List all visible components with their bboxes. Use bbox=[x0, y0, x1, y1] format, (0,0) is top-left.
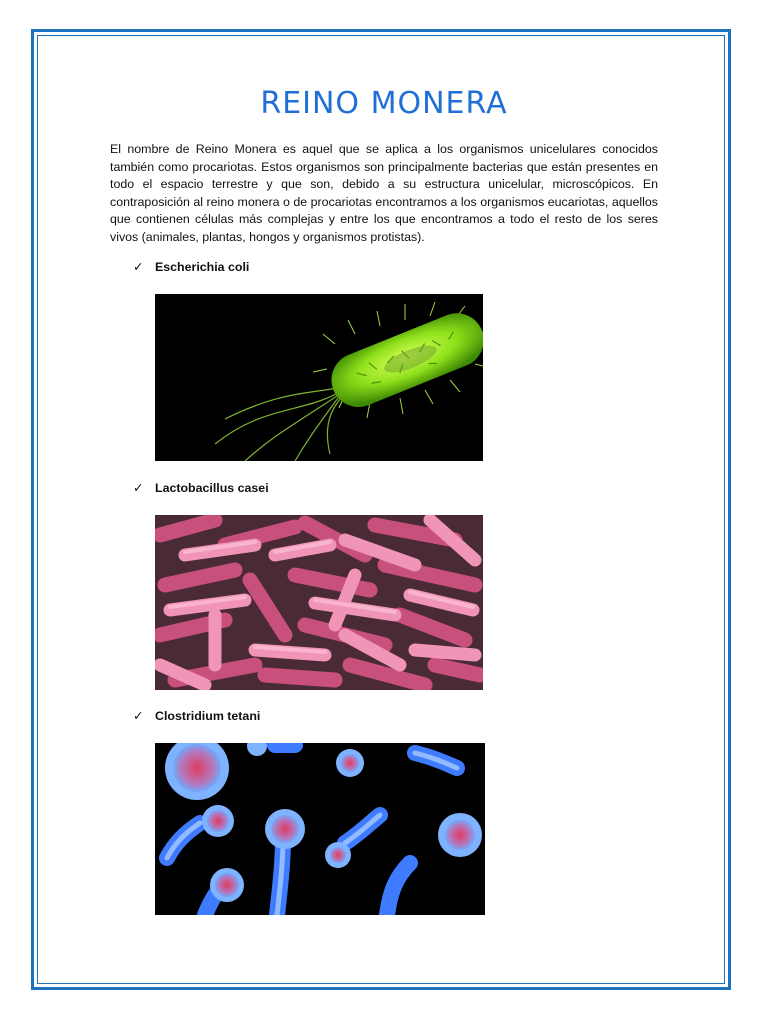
list-item-escherichia-coli bbox=[133, 259, 249, 274]
intro-paragraph: El nombre de Reino Monera es aquel que se aplica a los organismos unicelulares conocidos también como procariotas. Estos organismos son principalmente bacterias que están presentes en todo el espacio terrestre y que son, debido a su estructura unicelular, microscópicos. En contraposición al reino monera o de procariotas encontramos a los organismos eucariotas, aquellos que contienen células más complejas y entre los que encontramos a todo el resto de los seres vivos (animales, plantas, hongos y organismos protistas). bbox=[110, 142, 658, 244]
checkmark-icon: ✓ bbox=[133, 709, 144, 723]
list-item-clostridium-tetani bbox=[133, 708, 260, 723]
clostridium-image bbox=[155, 743, 485, 915]
checkmark-icon: ✓ bbox=[133, 481, 144, 495]
page-title: REINO MONERA bbox=[260, 86, 508, 121]
item-label: Clostridium tetani bbox=[155, 709, 261, 723]
lactobacillus-image bbox=[155, 515, 483, 690]
item-label: Escherichia coli bbox=[155, 260, 250, 274]
e-coli-image bbox=[155, 294, 483, 461]
checkmark-icon: ✓ bbox=[133, 260, 144, 274]
item-label: Lactobacillus casei bbox=[155, 481, 269, 495]
list-item-lactobacillus-casei bbox=[133, 480, 269, 495]
